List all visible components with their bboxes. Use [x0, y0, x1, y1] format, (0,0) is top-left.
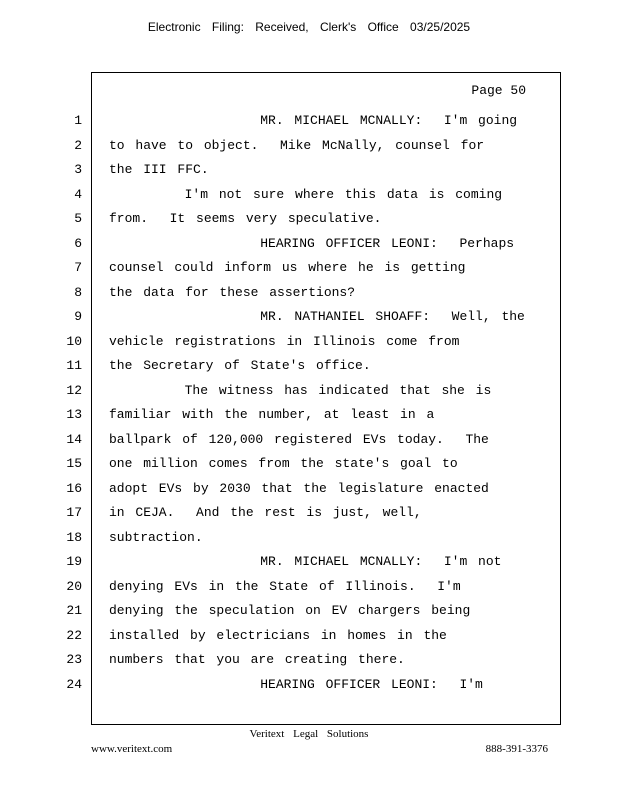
line-text: HEARING OFFICER LEONI: I'm — [109, 676, 483, 692]
page-number: Page 50 — [471, 83, 526, 98]
line-number: 19 — [66, 554, 82, 569]
line-text: HEARING OFFICER LEONI: Perhaps — [109, 235, 515, 251]
line-text: to have to object. Mike McNally, counsel for — [109, 137, 485, 153]
line-text: installed by electricians in homes in the — [109, 627, 447, 643]
transcript-line — [0, 187, 618, 212]
line-text: The witness has indicated that she is — [109, 382, 492, 398]
footer-website: www.veritext.com — [91, 743, 173, 755]
transcript-line — [0, 603, 618, 628]
line-text: one million comes from the state's goal to — [109, 456, 458, 471]
transcript-line — [0, 628, 618, 653]
line-number: 23 — [66, 652, 82, 667]
line-text: counsel could inform us where he is getting — [109, 260, 466, 275]
transcript-line — [0, 162, 618, 187]
transcript-line — [0, 236, 618, 261]
line-text: adopt EVs by 2030 that the legislature enacted — [109, 480, 489, 496]
line-number: 18 — [66, 529, 82, 545]
line-text: MR. NATHANIEL SHOAFF: Well, the — [109, 309, 525, 324]
line-number: 3 — [74, 162, 82, 177]
transcript-line — [0, 677, 618, 702]
line-text: denying the speculation on EV chargers being — [109, 603, 471, 618]
transcript-line — [0, 652, 618, 677]
line-number: 4 — [74, 186, 82, 202]
line-text: the Secretary of State's office. — [109, 358, 371, 373]
line-text: MR. MICHAEL MCNALLY: I'm not — [109, 554, 502, 569]
transcript-line — [0, 309, 618, 334]
line-number: 15 — [66, 456, 82, 471]
transcript-line — [0, 554, 618, 579]
line-text: ballpark of 120,000 registered EVs today. The — [109, 431, 489, 447]
line-number: 22 — [66, 627, 82, 643]
line-text: from. It seems very speculative. — [109, 211, 382, 226]
line-number: 9 — [74, 309, 82, 324]
line-text: numbers that you are creating there. — [109, 652, 405, 667]
transcript-line — [0, 456, 618, 481]
transcript-line — [0, 505, 618, 530]
line-number: 7 — [74, 260, 82, 275]
line-number: 1 — [74, 113, 82, 128]
transcript-line — [0, 579, 618, 604]
line-text: the III FFC. — [109, 162, 209, 177]
line-number: 6 — [74, 235, 82, 251]
transcript-line — [0, 530, 618, 555]
line-number: 14 — [66, 431, 82, 447]
line-number: 2 — [74, 137, 82, 153]
line-text: familiar with the number, at least in a — [109, 407, 435, 422]
line-number: 5 — [74, 211, 82, 226]
line-number: 10 — [66, 333, 82, 349]
line-text: denying EVs in the State of Illinois. I'm — [109, 578, 461, 594]
line-text: MR. MICHAEL MCNALLY: I'm going — [109, 113, 518, 128]
line-text: vehicle registrations in Illinois come from — [109, 333, 460, 349]
transcript-line — [0, 383, 618, 408]
line-number: 8 — [74, 284, 82, 300]
line-text: in CEJA. And the rest is just, well, — [109, 505, 422, 520]
transcript-line — [0, 285, 618, 310]
transcript-line — [0, 358, 618, 383]
line-text: the data for these assertions? — [109, 284, 356, 300]
line-number: 13 — [66, 407, 82, 422]
filing-stamp: Electronic Filing: Received, Clerk's Office 03/25/2025 — [147, 20, 471, 34]
line-number: 20 — [66, 578, 82, 594]
transcript-line — [0, 334, 618, 359]
transcript-line — [0, 407, 618, 432]
transcript-line — [0, 432, 618, 457]
transcript-line — [0, 260, 618, 285]
line-number: 11 — [66, 358, 82, 373]
transcript-line — [0, 138, 618, 163]
transcript-line — [0, 211, 618, 236]
footer-company: Veritext Legal Solutions — [249, 728, 369, 740]
transcript-line — [0, 481, 618, 506]
line-text: subtraction. — [109, 529, 203, 545]
line-number: 12 — [66, 382, 82, 398]
line-number: 17 — [66, 505, 82, 520]
line-text: I'm not sure where this data is coming — [109, 186, 503, 202]
transcript-line — [0, 113, 618, 138]
footer-phone: 888-391-3376 — [485, 743, 548, 755]
line-number: 16 — [66, 480, 82, 496]
line-number: 24 — [66, 676, 82, 692]
line-number: 21 — [66, 603, 82, 618]
